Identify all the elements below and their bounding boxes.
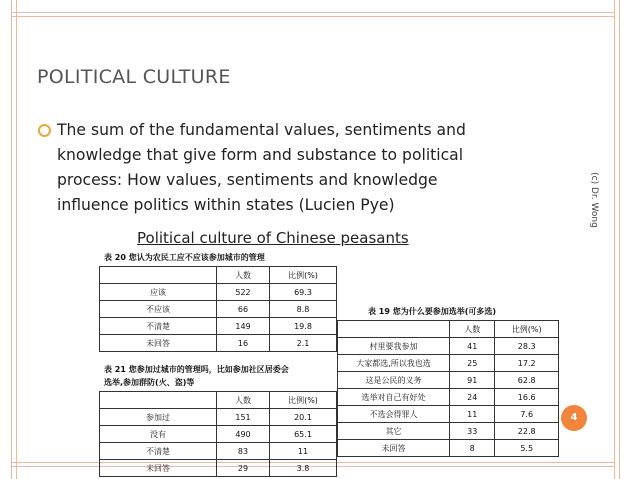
frame-right-line-inner: [619, 0, 620, 479]
table-cell: 149: [217, 318, 270, 335]
table-row: [338, 321, 559, 338]
table-row: [100, 409, 337, 426]
table-cell: 8: [450, 440, 495, 457]
table-cell: 比例(%): [495, 321, 559, 338]
table-cell: 比例(%): [270, 267, 337, 284]
table-cell: 未回答: [100, 335, 217, 352]
table-row: [338, 406, 559, 423]
table-cell: 24: [450, 389, 495, 406]
table-cell: 不应该: [100, 301, 217, 318]
table-cell: 66: [217, 301, 270, 318]
table-row: [100, 318, 337, 335]
table-cell: 20.1: [270, 409, 337, 426]
table-row: [100, 301, 337, 318]
table-cell: [100, 267, 217, 284]
frame-top-line: [11, 12, 615, 13]
page-number-badge: 4: [561, 405, 587, 431]
bullet-line: influence politics within states (Lucien Pye): [57, 196, 395, 214]
table-cell: 16: [217, 335, 270, 352]
bullet-line: process: How values, sentiments and knowledge: [57, 171, 438, 189]
table-cell: 参加过: [100, 409, 217, 426]
table-row: [100, 335, 337, 352]
table-cell: 11: [270, 443, 337, 460]
credit-text: (c) Dr. Wong: [589, 172, 599, 228]
table-cell: 69.3: [270, 284, 337, 301]
bullet-ring-icon: [38, 124, 51, 137]
table-cell: 33: [450, 423, 495, 440]
table-cell: 不清楚: [100, 443, 217, 460]
table-row: [100, 426, 337, 443]
table-cell: 比例(%): [270, 392, 337, 409]
table-cell: 490: [217, 426, 270, 443]
table-cell: 人数: [450, 321, 495, 338]
table-cell: 522: [217, 284, 270, 301]
table-cell: 8.8: [270, 301, 337, 318]
bullet-line: The sum of the fundamental values, sentiments and: [57, 121, 466, 139]
table-row: [100, 284, 337, 301]
table-row: [100, 267, 337, 284]
table-cell: 不选会得罪人: [338, 406, 450, 423]
table-row: [100, 443, 337, 460]
frame-top-line-inner: [11, 16, 615, 17]
bullet-text: [57, 118, 527, 218]
table-row: [338, 372, 559, 389]
frame-right-line: [614, 0, 615, 479]
table-cell: 28.3: [495, 338, 559, 355]
table-cell: 151: [217, 409, 270, 426]
table-cell: 不清楚: [100, 318, 217, 335]
table-cell: 人数: [217, 267, 270, 284]
table-cell: 41: [450, 338, 495, 355]
bullet-line: knowledge that give form and substance to political: [57, 146, 464, 164]
table-row: [100, 392, 337, 409]
table-cell: 91: [450, 372, 495, 389]
table-20-caption: 表 20 您认为农民工应不应该参加城市的管理: [104, 253, 265, 262]
table-cell: 7.6: [495, 406, 559, 423]
table-cell: 19.8: [270, 318, 337, 335]
table-19: [337, 320, 559, 457]
table-cell: 其它: [338, 423, 450, 440]
table-cell: 11: [450, 406, 495, 423]
table-cell: 人数: [217, 392, 270, 409]
table-cell: 村里要我参加: [338, 338, 450, 355]
table-cell: 未回答: [338, 440, 450, 457]
table-cell: 未回答: [100, 460, 217, 477]
table-cell: 25: [450, 355, 495, 372]
credit-label: [586, 160, 602, 240]
table-21-caption: 表 21 您参加过城市的管理吗，比如参加社区居委会: [104, 365, 289, 374]
frame-left-line: [11, 0, 12, 479]
table-cell: 83: [217, 443, 270, 460]
table-row: [338, 355, 559, 372]
table-cell: 选举对自己有好处: [338, 389, 450, 406]
table-21: [99, 391, 337, 477]
table-row: [100, 460, 337, 477]
table-cell: 3.8: [270, 460, 337, 477]
table-cell: 22.8: [495, 423, 559, 440]
slide-title: POLITICAL CULTURE: [37, 66, 231, 88]
table-cell: 29: [217, 460, 270, 477]
slide-subtitle: Political culture of Chinese peasants: [137, 229, 409, 247]
table-row: [338, 389, 559, 406]
frame-left-line-inner: [16, 0, 17, 479]
table-cell: 大家都选,所以我也选: [338, 355, 450, 372]
table-21-caption-line2: 选举,参加群防(火、盗)等: [104, 378, 195, 387]
table-cell: [100, 392, 217, 409]
table-cell: 应该: [100, 284, 217, 301]
table-cell: 16.6: [495, 389, 559, 406]
table-row: [338, 338, 559, 355]
table-20: [99, 266, 337, 352]
table-cell: 5.5: [495, 440, 559, 457]
table-cell: [338, 321, 450, 338]
table-cell: 没有: [100, 426, 217, 443]
table-cell: 65.1: [270, 426, 337, 443]
table-row: [338, 423, 559, 440]
table-cell: 这是公民的义务: [338, 372, 450, 389]
table-cell: 2.1: [270, 335, 337, 352]
table-cell: 62.8: [495, 372, 559, 389]
table-row: [338, 440, 559, 457]
table-cell: 17.2: [495, 355, 559, 372]
table-19-caption: 表 19 您为什么要参加选举(可多选): [368, 307, 497, 316]
